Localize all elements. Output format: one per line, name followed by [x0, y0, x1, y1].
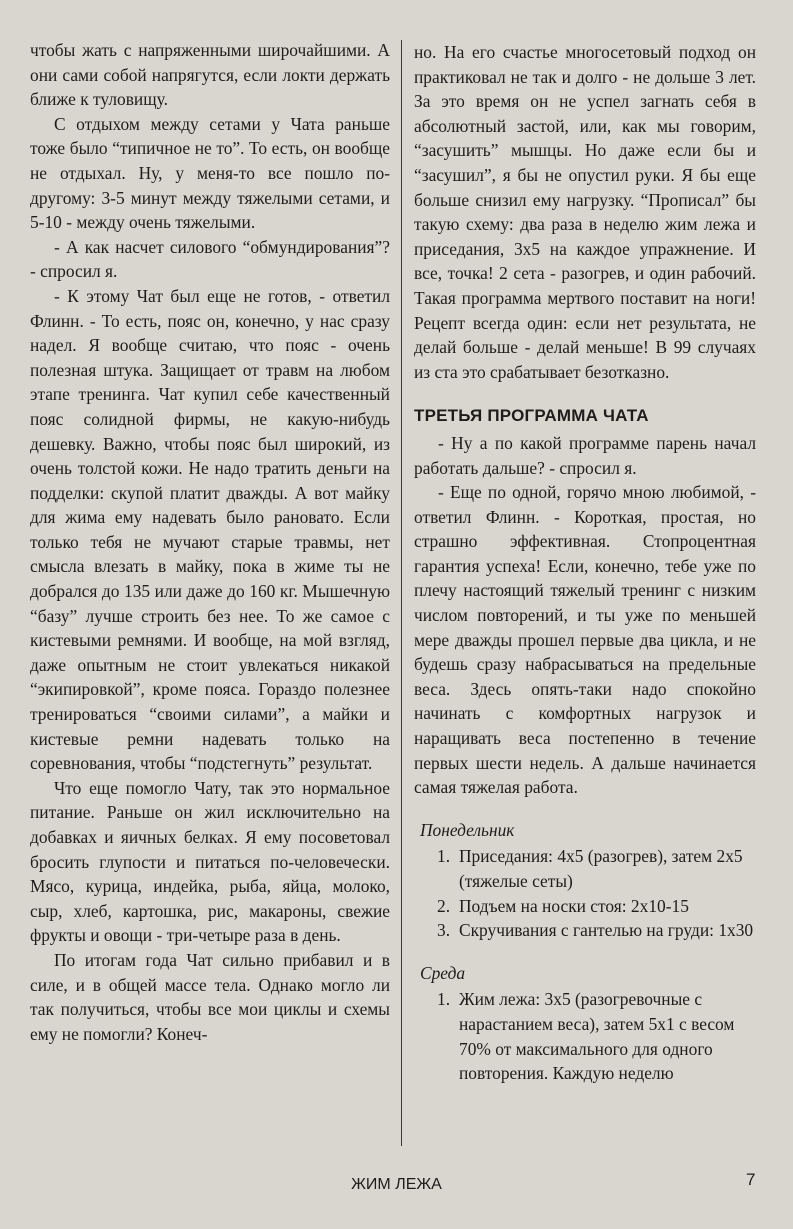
page-number: 7 — [746, 1170, 756, 1189]
running-title: ЖИМ ЛЕЖА — [351, 1176, 442, 1193]
list-number: 1. — [437, 846, 451, 867]
paragraph: Что еще помогло Чату, так это нормальное питание. Раньше он жил исключительно на добавках и яичных белках. Я ему посоветовал бросить глупости и питаться по-человечески. Мясо, курица, индейка, рыба, яйца, молоко, сыр, хлеб, картошка, рис, макароны, свежие фрукты и овощи - три-четыре раза в день. — [30, 777, 390, 946]
paragraph: - Ну а по какой программе парень начал работать дальше? - спросил я. — [414, 432, 756, 478]
exercise-text: Скручивания с гантелью на груди: 1х30 — [459, 920, 754, 941]
list-number: 2. — [437, 895, 451, 916]
exercise-text: Жим лежа: 3х5 (разогревочные с нарастанием веса), затем 5х1 с весом 70% от максимального для одного повторения. Каждую неделю — [459, 989, 735, 1084]
list-item — [414, 918, 756, 943]
list-item — [414, 894, 756, 919]
paragraph: - Еще по одной, горячо мною любимой, - ответил Флинн. - Короткая, простая, но страшно эффективная. Стопроцентная гарантия успеха! Если, конечно, тебе уже по плечу настоящий тяжелый тренинг с низким числом повторений, и ты уже по меньшей мере дважды прошел первые два цикла, и не будешь сразу набрасываться на предельные веса. Здесь опять-таки надо спокойно начинать с комфортных нагрузок и наращивать веса постепенно в течение первых шести недель. А дальше начинается самая тяжелая работа. — [414, 482, 756, 798]
exercise-text: Подъем на носки стоя: 2х10-15 — [459, 895, 689, 916]
paragraph: С отдыхом между сетами у Чата раньше тоже было “типичное не то”. То есть, он вообще не отдыхал. Ну, у меня-то все пошло по-другому: 3-5 минут между тяжелыми сетами, и 5-10 - между очень тяжелыми. — [30, 113, 390, 233]
right-column — [414, 40, 756, 1086]
column-divider — [401, 40, 402, 1146]
paragraph: - К этому Чат был еще не готов, - ответил Флинн. - То есть, пояс он, конечно, у нас сразу надел. Я вообще считаю, что пояс - очень полезная штука. Защищает от травм на любом этапе тренинга. Чат купил себе качественный пояс солидной фирмы, не какую-нибудь дешевку. Важно, чтобы пояс был широкий, из очень толстой кожи. Не надо тратить деньги на подделки: скупой платит дважды. А вот майку для жима ему надевать было рановато. Если только тебя не мучают старые травмы, нет смысла влезать в майку, пока в жиме ты не добрался до 135 или даже до 160 кг. Мышечную “базу” лучше строить без нее. То же самое с кистевыми ремнями. И вообще, на мой взгляд, даже опытным не стоит увлекаться никакой “экипировкой”, кроме пояса. Гораздо полезнее тренироваться “своими силами”, а майки и кистевые ремни надевать только на соревнования, чтобы “подстегнуть” результат. — [30, 285, 390, 774]
exercise-list-monday — [414, 844, 756, 942]
paragraph: - А как насчет силового “обмундирования”? - спросил я. — [30, 236, 390, 282]
section-heading: ТРЕТЬЯ ПРОГРАММА ЧАТА — [414, 406, 649, 426]
left-column — [30, 38, 390, 1046]
exercise-text: Приседания: 4х5 (разогрев), затем 2х5 (тяжелые сеты) — [459, 846, 743, 891]
paragraph: чтобы жать с напряженными широчайшими. А они сами собой напрягутся, если локти держать ближе к туловищу. — [30, 40, 390, 110]
list-item — [414, 987, 756, 1085]
paragraph: По итогам года Чат сильно прибавил и в силе, и в общей массе тела. Однако могло ли так получиться, чтобы все мои циклы и схемы ему не помогли? Конеч- — [30, 949, 390, 1044]
list-number: 1. — [437, 989, 451, 1010]
day-heading-wednesday: Среда — [420, 962, 466, 983]
day-heading-monday: Понедельник — [420, 819, 515, 840]
paragraph: но. На его счастье многосетовый подход он практиковал не так и долго - не дольше 3 лет. За это время он не успел загнать себя в абсолютный застой, или, как мы говорим, “засушить” мышцы. Но даже если бы и “засушил”, я бы не опустил руки. Я бы еще больше снизил ему нагрузку. “Прописал” бы такую схему: два раза в неделю жим лежа и приседания, 3х5 на каждое упражнение. И все, точка! 2 сета - разогрев, и один рабочий. Такая программа мертвого поставит на ноги! Рецепт всегда один: если нет результата, не делай больше - делай меньше! В 99 случаях из ста это срабатывает безотказно. — [414, 42, 756, 382]
list-number: 3. — [437, 920, 451, 941]
list-item — [414, 844, 756, 893]
exercise-list-wednesday — [414, 987, 756, 1085]
